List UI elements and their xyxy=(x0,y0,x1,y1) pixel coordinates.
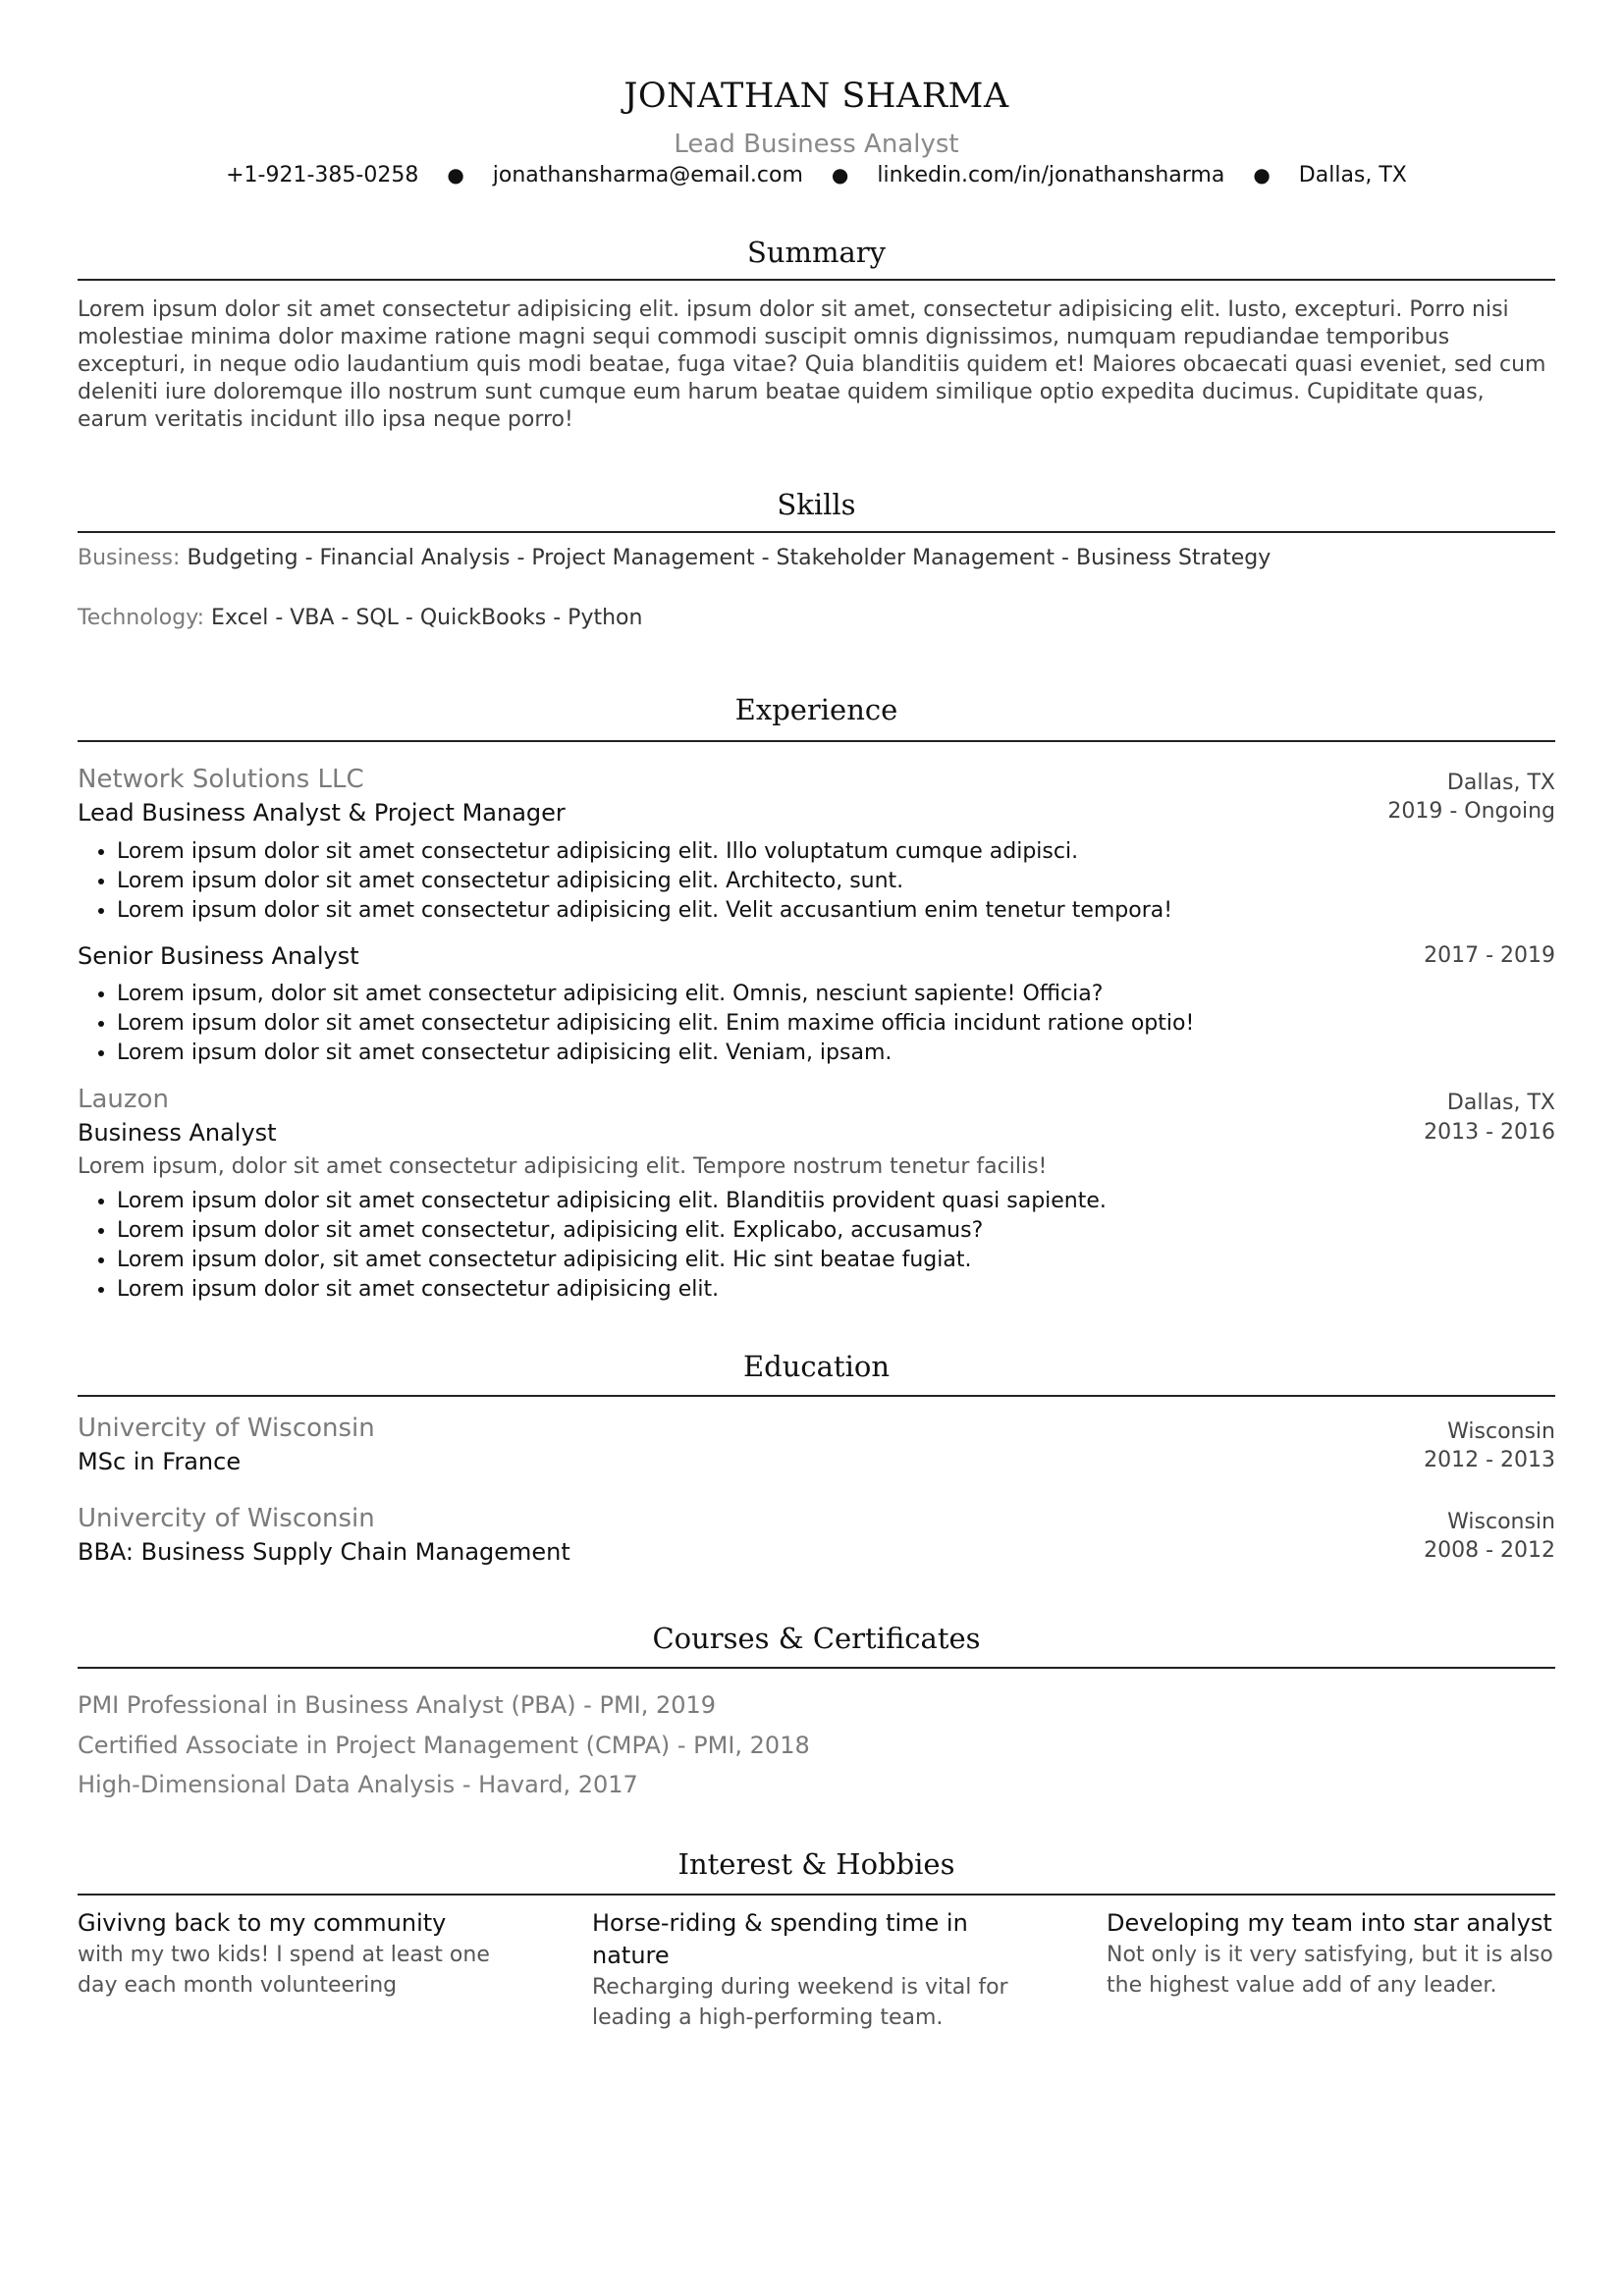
hobby-title: Horse-riding & spending time in nature xyxy=(592,1909,968,1969)
job-bullets xyxy=(78,980,1550,1068)
job-dates: 2019 - Ongoing xyxy=(1387,799,1555,824)
list-item: • Lorem ipsum dolor sit amet consectetur adipisicing elit. Enim maxime officia incidunt ratione optio! xyxy=(117,1009,1550,1039)
list-item: • Lorem ipsum dolor sit amet consectetur adipisicing elit. Illo voluptatum cumque adipisci. xyxy=(117,837,1550,867)
list-item: • Lorem ipsum dolor sit amet consectetur adipisicing elit. Blanditiis provident quasi sapiente. xyxy=(117,1187,1550,1216)
school-name: Univercity of Wisconsin xyxy=(78,1504,375,1533)
contact-line xyxy=(78,163,1555,187)
course-item: PMI Professional in Business Analyst (PBA) - PMI, 2019 xyxy=(78,1691,717,1719)
degree: MSc in France xyxy=(78,1448,242,1475)
section-title-experience: Experience xyxy=(734,693,898,726)
separator-dot-icon: ● xyxy=(831,163,849,187)
job-location: Dallas, TX xyxy=(1446,1091,1555,1115)
school-location: Wisconsin xyxy=(1447,1419,1555,1444)
section-divider xyxy=(78,740,1555,742)
summary-text: Lorem ipsum dolor sit amet consectetur adipisicing elit. ipsum dolor sit amet, consectetur adipisicing elit. Iusto, excepturi. Porro nisi molestiae minima dolor maxime ratione magni sequi commodi suscipit omnis dignissimos, numquam repudiandae temporibus excepturi, in neque odio laudantium quis modi beatae, fuga vitae? Quia blanditiis quidem et! Maiores obcaecati quasi eveniet, sed cum deleniti iure doloremque illo nostrum sunt cumque eum harum beatae quidem similique optio expedita ducimus. Cupiditate quas, earum veritatis incidunt illo ipsa neque porro! xyxy=(78,297,1546,432)
job-position: Business Analyst xyxy=(78,1119,277,1147)
course-item: High-Dimensional Data Analysis - Havard, 2017 xyxy=(78,1771,638,1798)
phone: +1-921-385-0258 xyxy=(226,163,419,187)
hobby-title: Developing my team into star analyst xyxy=(1107,1909,1552,1937)
skills-business-label: Business: xyxy=(78,546,181,570)
section-title-education: Education xyxy=(742,1350,890,1383)
job-position: Senior Business Analyst xyxy=(78,942,359,970)
skills-technology xyxy=(78,606,642,630)
section-divider xyxy=(78,279,1555,281)
list-item: • Lorem ipsum dolor sit amet consectetur adipisicing elit. xyxy=(117,1275,1550,1305)
list-item: • Lorem ipsum dolor sit amet consectetur adipisicing elit. Architecto, sunt. xyxy=(117,867,1550,896)
job-description: Lorem ipsum, dolor sit amet consectetur adipisicing elit. Tempore nostrum tenetur facilis! xyxy=(78,1154,1048,1179)
course-item: Certified Associate in Project Management (CMPA) - PMI, 2018 xyxy=(78,1732,810,1759)
section-title-courses: Courses & Certificates xyxy=(652,1622,981,1655)
hobby-title: Givivng back to my community xyxy=(78,1909,447,1937)
section-divider xyxy=(78,1894,1555,1896)
degree: BBA: Business Supply Chain Management xyxy=(78,1538,570,1566)
section-divider xyxy=(78,1667,1555,1669)
skills-business-items: Budgeting - Financial Analysis - Project Management - Stakeholder Management - Business Strategy xyxy=(187,546,1271,570)
skills-technology-items: Excel - VBA - SQL - QuickBooks - Python xyxy=(211,606,643,630)
candidate-role: Lead Business Analyst xyxy=(674,130,959,159)
separator-dot-icon: ● xyxy=(447,163,464,187)
hobby-description: Not only is it very satisfying, but it is also the highest value add of any leader. xyxy=(1107,1943,1553,1998)
job-dates: 2013 - 2016 xyxy=(1424,1120,1555,1145)
separator-dot-icon: ● xyxy=(1253,163,1271,187)
skills-business xyxy=(78,546,1271,570)
education-dates: 2008 - 2012 xyxy=(1424,1538,1555,1563)
education-dates: 2012 - 2013 xyxy=(1424,1448,1555,1472)
section-title-summary: Summary xyxy=(746,236,887,269)
list-item: • Lorem ipsum dolor sit amet consectetur, adipisicing elit. Explicabo, accusamus? xyxy=(117,1216,1550,1246)
list-item: • Lorem ipsum dolor, sit amet consectetur adipisicing elit. Hic sint beatae fugiat. xyxy=(117,1246,1550,1275)
job-position: Lead Business Analyst & Project Manager xyxy=(78,799,566,827)
hobby-item xyxy=(592,1907,1014,2033)
skills-technology-label: Technology: xyxy=(78,606,205,630)
hobby-item xyxy=(78,1907,529,2001)
job-bullets xyxy=(78,1187,1550,1305)
section-divider xyxy=(78,531,1555,533)
section-title-skills: Skills xyxy=(777,488,856,521)
hobby-item xyxy=(1107,1907,1555,2001)
hobby-description: Recharging during weekend is vital for leading a high-performing team. xyxy=(592,1975,1008,2030)
section-divider xyxy=(78,1395,1555,1397)
school-location: Wisconsin xyxy=(1447,1510,1555,1534)
candidate-name: JONATHAN SHARMA xyxy=(623,77,1009,116)
school-name: Univercity of Wisconsin xyxy=(78,1414,375,1443)
email-link[interactable]: jonathansharma@email.com xyxy=(492,163,803,187)
section-title-hobbies: Interest & Hobbies xyxy=(677,1847,955,1881)
list-item: • Lorem ipsum dolor sit amet consectetur adipisicing elit. Velit accusantium enim tenetur tempora! xyxy=(117,896,1550,926)
company-name: Lauzon xyxy=(78,1085,169,1114)
list-item: • Lorem ipsum, dolor sit amet consectetur adipisicing elit. Omnis, nesciunt sapiente! Officia? xyxy=(117,980,1550,1009)
job-dates: 2017 - 2019 xyxy=(1424,943,1555,968)
location: Dallas, TX xyxy=(1298,163,1407,187)
list-item: • Lorem ipsum dolor sit amet consectetur adipisicing elit. Veniam, ipsam. xyxy=(117,1039,1550,1068)
job-bullets xyxy=(78,837,1550,926)
job-location: Dallas, TX xyxy=(1446,771,1555,795)
hobby-description: with my two kids! I spend at least one day each month volunteering xyxy=(78,1943,490,1998)
linkedin-link[interactable]: linkedin.com/in/jonathansharma xyxy=(877,163,1225,187)
company-name: Network Solutions LLC xyxy=(78,765,364,794)
